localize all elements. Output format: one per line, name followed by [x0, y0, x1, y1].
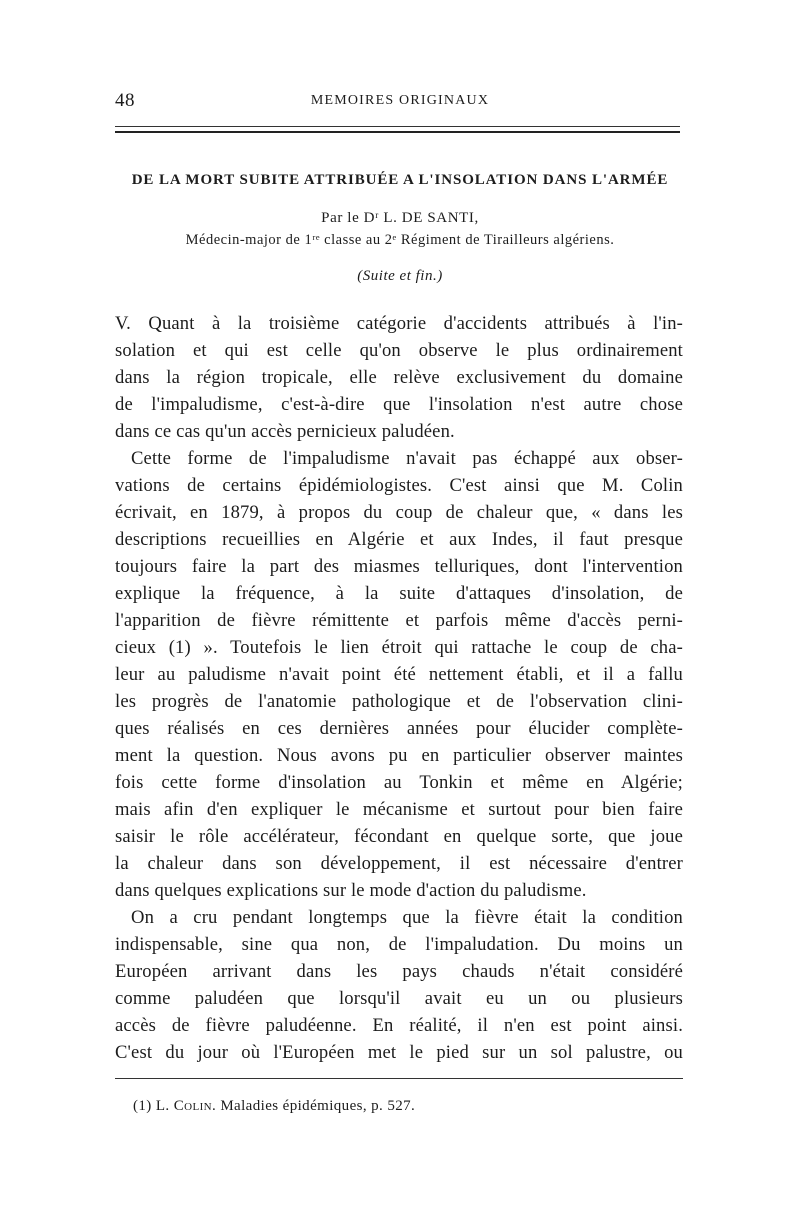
body-line: cieux (1) ». Toutefois le lien étroit qui rattache le coup de cha- — [115, 637, 683, 658]
footnote-author: L. Colin. — [155, 1098, 217, 1114]
body-line: solation et qui est celle qu'on observe le plus ordinairement — [115, 340, 683, 361]
body-line: explique la fréquence, à la suite d'attaques d'insolation, de — [115, 583, 683, 604]
body-line: dans quelques explications sur le mode d'action du paludisme. — [115, 880, 587, 901]
body-line: ment la question. Nous avons pu en particulier observer maintes — [115, 745, 683, 766]
footnote-marker: (1) — [133, 1098, 152, 1114]
body-line: Cette forme de l'impaludisme n'avait pas échappé aux obser- — [131, 448, 683, 469]
body-line: la chaleur dans son développement, il est nécessaire d'entrer — [115, 853, 683, 874]
body-line: saisir le rôle accélérateur, fécondant en quelque sorte, que joue — [115, 826, 683, 847]
body-line: fois cette forme d'insolation au Tonkin et même en Algérie; — [115, 772, 683, 793]
header-rule — [115, 126, 680, 136]
running-title: MEMOIRES ORIGINAUX — [310, 93, 490, 108]
body-line: mais afin d'en expliquer le mécanisme et surtout pour bien faire — [115, 799, 683, 820]
body-line: C'est du jour où l'Européen met le pied sur un sol palustre, ou — [115, 1042, 683, 1063]
page-number: 48 — [115, 90, 135, 111]
body-line: dans ce cas qu'un accès pernicieux paludéen. — [115, 421, 455, 442]
continuation-note: (Suite et fin.) — [357, 268, 443, 284]
author-byline: Par le Dʳ L. DE SANTI, — [321, 210, 479, 226]
header-rule-thin — [115, 126, 680, 127]
article-title: DE LA MORT SUBITE ATTRIBUÉE A L'INSOLATION DANS L'ARMÉE — [131, 172, 669, 188]
body-line: comme paludéen que lorsqu'il avait eu un ou plusieurs — [115, 988, 683, 1009]
body-line: Européen arrivant dans les pays chauds n'était considéré — [115, 961, 683, 982]
footnote-text: Maladies épidémiques, p. 527. — [220, 1098, 416, 1114]
body-line: V. Quant à la troisième catégorie d'accidents attribués à l'in- — [115, 313, 683, 334]
body-line: vations de certains épidémiologistes. C'est ainsi que M. Colin — [115, 475, 683, 496]
author-affiliation: Médecin-major de 1ʳᵉ classe au 2ᵉ Régiment de Tirailleurs algériens. — [185, 232, 615, 248]
footnote — [133, 1098, 415, 1115]
body-line: ques réalisés en ces dernières années pour élucider complète- — [115, 718, 683, 739]
body-line: descriptions recueillies en Algérie et aux Indes, il faut presque — [115, 529, 683, 550]
body-line: toujours faire la part des miasmes telluriques, dont l'intervention — [115, 556, 683, 577]
body-line: accès de fièvre paludéenne. En réalité, il n'en est point ainsi. — [115, 1015, 683, 1036]
footnote-rule — [115, 1078, 683, 1079]
header-rule-thick — [115, 131, 680, 133]
body-line: On a cru pendant longtemps que la fièvre était la condition — [131, 907, 683, 928]
body-line: indispensable, sine qua non, de l'impaludation. Du moins un — [115, 934, 683, 955]
body-line: l'apparition de fièvre rémittente et parfois même d'accès perni- — [115, 610, 683, 631]
body-line: dans la région tropicale, elle relève exclusivement du domaine — [115, 367, 683, 388]
body-line: écrivait, en 1879, à propos du coup de chaleur que, « dans les — [115, 502, 683, 523]
body-line: de l'impaludisme, c'est-à-dire que l'insolation n'est autre chose — [115, 394, 683, 415]
body-line: leur au paludisme n'avait point été nettement établi, et il a fallu — [115, 664, 683, 685]
page-header — [115, 90, 685, 114]
body-line: les progrès de l'anatomie pathologique et de l'observation clini- — [115, 691, 683, 712]
